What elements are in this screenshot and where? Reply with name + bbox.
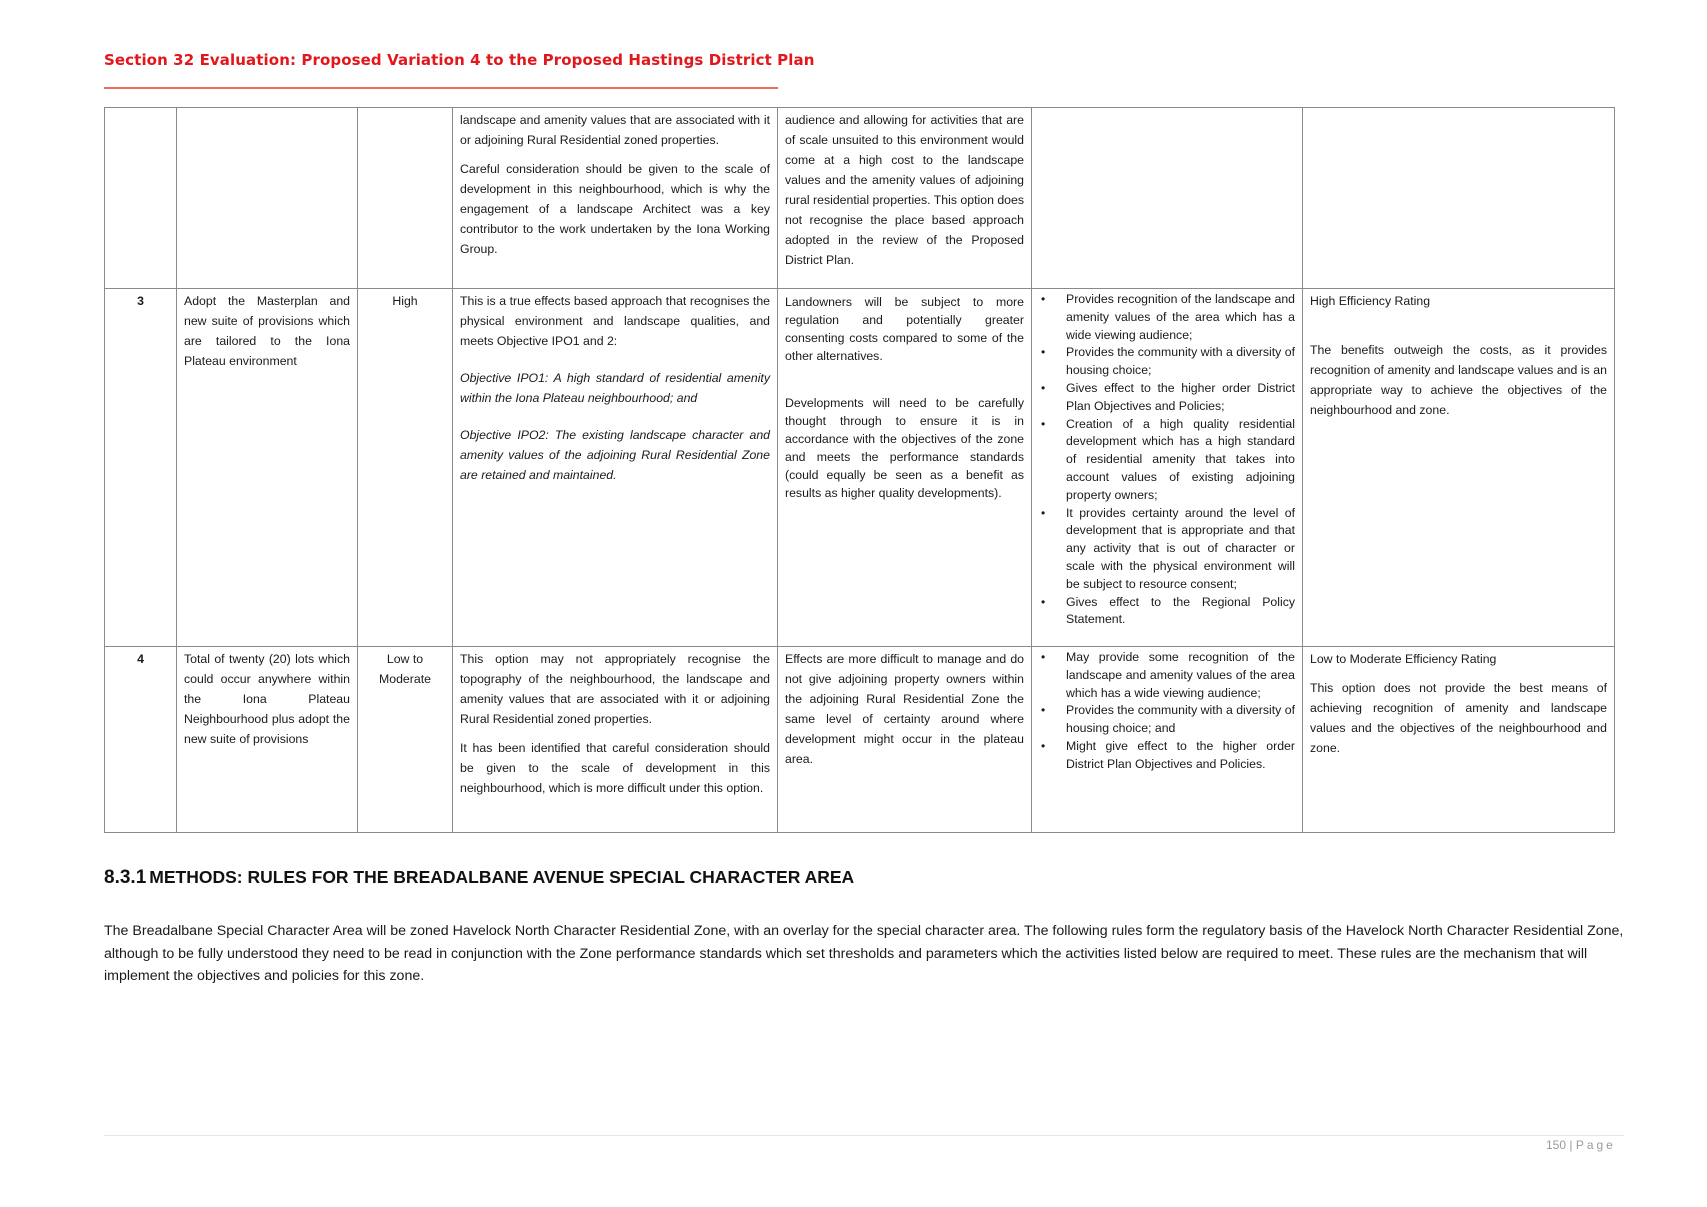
efficiency-cell	[1303, 289, 1615, 647]
list-item: • Gives effect to the Regional Policy Statement.	[1039, 594, 1295, 630]
efficiency-rating: High Efficiency Rating	[1310, 294, 1431, 308]
section-number: 8.3.1	[104, 867, 147, 888]
list-item: • May provide some recognition of the landscape and amenity values of the area which has a wide viewing audience;	[1039, 649, 1295, 702]
section-body-paragraph: The Breadalbane Special Character Area will be zoned Havelock North Character Residential Zone, with an overlay for the special character area. The following rules form the regulatory basis of the Havelock North Character Residential Zone, although to be fully understood they need to be read in conjunction with the Zone performance standards which set thresholds and parameters which the activities listed below are required to meet. These rules are the mechanism that will implement the objectives and policies for this zone.	[104, 923, 1624, 984]
objective-ipo2: Objective IPO2: The existing landscape character and amenity values of the adjoining Rural Residential Zone are retained and maintained.	[460, 428, 770, 482]
list-item: • Provides the community with a diversity of housing choice;	[1039, 344, 1295, 380]
list-item: • Provides the community with a diversity of housing choice; and	[1039, 702, 1295, 738]
costs-paragraph: audience and allowing for activities that are of scale unsuited to this environment would come at a high cost to the landscape values and the amenity values of adjoining rural residential properties. This option does not recognise the place based approach adopted in the review of the Proposed District Plan.	[785, 113, 1025, 267]
option-number-cell	[105, 108, 177, 289]
effectiveness-cell	[1032, 108, 1303, 289]
efficiency-rating: Low to Moderate Efficiency Rating	[1310, 652, 1497, 666]
appropriateness-line: Moderate	[379, 672, 431, 686]
benefits-cell	[453, 289, 778, 647]
benefits-paragraph: It has been identified that careful consideration should be given to the scale of development in this neighbourhood, which is more difficult under this option.	[460, 741, 770, 795]
page-separator: |	[1566, 1138, 1576, 1152]
effectiveness-bullet-list	[1039, 291, 1295, 629]
appropriateness-line: Low to	[386, 652, 424, 666]
objective-ipo1: Objective IPO1: A high standard of residential amenity within the Iona Plateau neighbourhood; and	[460, 371, 770, 405]
document-header-title: Section 32 Evaluation: Proposed Variation 4 to the Proposed Hastings District Plan	[104, 51, 815, 69]
footer-divider	[104, 1135, 1624, 1136]
page-word: Page	[1575, 1138, 1616, 1152]
table-row	[105, 108, 1615, 289]
list-item: • It provides certainty around the level of development that is appropriate and that any activity that is out of character or scale with the physical environment will be subject to resource consent;	[1039, 505, 1295, 594]
page-number	[1546, 1138, 1616, 1152]
list-item: • Gives effect to the higher order District Plan Objectives and Policies;	[1039, 380, 1295, 416]
costs-cell	[778, 647, 1032, 833]
costs-cell	[778, 108, 1032, 289]
appropriateness-cell	[358, 647, 453, 833]
costs-cell	[778, 289, 1032, 647]
benefits-paragraph: landscape and amenity values that are associated with it or adjoining Rural Residential zoned properties.	[460, 113, 770, 147]
efficiency-cell	[1303, 647, 1615, 833]
option-description-cell	[177, 108, 358, 289]
table-row	[105, 647, 1615, 833]
header-divider	[104, 87, 778, 89]
list-item: • Might give effect to the higher order District Plan Objectives and Policies.	[1039, 738, 1295, 774]
costs-paragraph: Effects are more difficult to manage and do not give adjoining property owners within the adjoining Rural Residential Zone the same level of certainty around where development might occur in the plateau area.	[785, 652, 1024, 766]
option-description-cell: Total of twenty (20) lots which could occur anywhere within the Iona Plateau Neighbourhood plus adopt the new suite of provisions	[177, 647, 358, 833]
effectiveness-bullet-list	[1039, 649, 1295, 774]
costs-paragraph: Landowners will be subject to more regulation and potentially greater consenting costs compared to some of the other alternatives.	[785, 295, 1024, 363]
appropriateness-cell	[358, 108, 453, 289]
benefits-paragraph: Careful consideration should be given to the scale of development in this neighbourhood, which is why the engagement of a landscape Architect was a key contributor to the work undertaken by the Iona Working Group.	[460, 162, 770, 256]
efficiency-cell	[1303, 108, 1615, 289]
option-number-cell: 4	[105, 647, 177, 833]
option-description-cell: Adopt the Masterplan and new suite of provisions which are tailored to the Iona Plateau environment	[177, 289, 358, 647]
benefits-cell	[453, 647, 778, 833]
evaluation-table	[104, 107, 1615, 833]
option-number-cell: 3	[105, 289, 177, 647]
table-row	[105, 289, 1615, 647]
benefits-paragraph: This is a true effects based approach that recognises the physical environment and landscape qualities, and meets Objective IPO1 and 2:	[460, 294, 770, 348]
effectiveness-cell	[1032, 289, 1303, 647]
efficiency-text: This option does not provide the best means of achieving recognition of amenity and landscape values and the objectives of the neighbourhood and zone.	[1310, 681, 1607, 755]
effectiveness-cell	[1032, 647, 1303, 833]
efficiency-text: The benefits outweigh the costs, as it provides recognition of amenity and landscape values and is an appropriate way to achieve the objectives of the neighbourhood and zone.	[1310, 343, 1607, 417]
list-item: • Provides recognition of the landscape and amenity values of the area which has a wide viewing audience;	[1039, 291, 1295, 344]
list-item: • Creation of a high quality residential development which has a high standard of residential amenity that takes into account values of existing adjoining property owners;	[1039, 416, 1295, 505]
benefits-cell	[453, 108, 778, 289]
costs-paragraph: Developments will need to be carefully thought through to ensure it is in accordance with the objectives of the zone and meets the performance standards (could equally be seen as a benefit as results as higher quality developments).	[785, 396, 1024, 500]
benefits-paragraph: This option may not appropriately recognise the topography of the neighbourhood, the landscape and amenity values that are associated with it or adjoining Rural Residential zoned properties.	[460, 652, 770, 726]
section-heading	[104, 867, 854, 889]
page-number-value: 150	[1546, 1138, 1567, 1152]
appropriateness-cell: High	[358, 289, 453, 647]
section-title: METHODS: RULES FOR THE BREADALBANE AVENUE SPECIAL CHARACTER AREA	[149, 867, 855, 887]
